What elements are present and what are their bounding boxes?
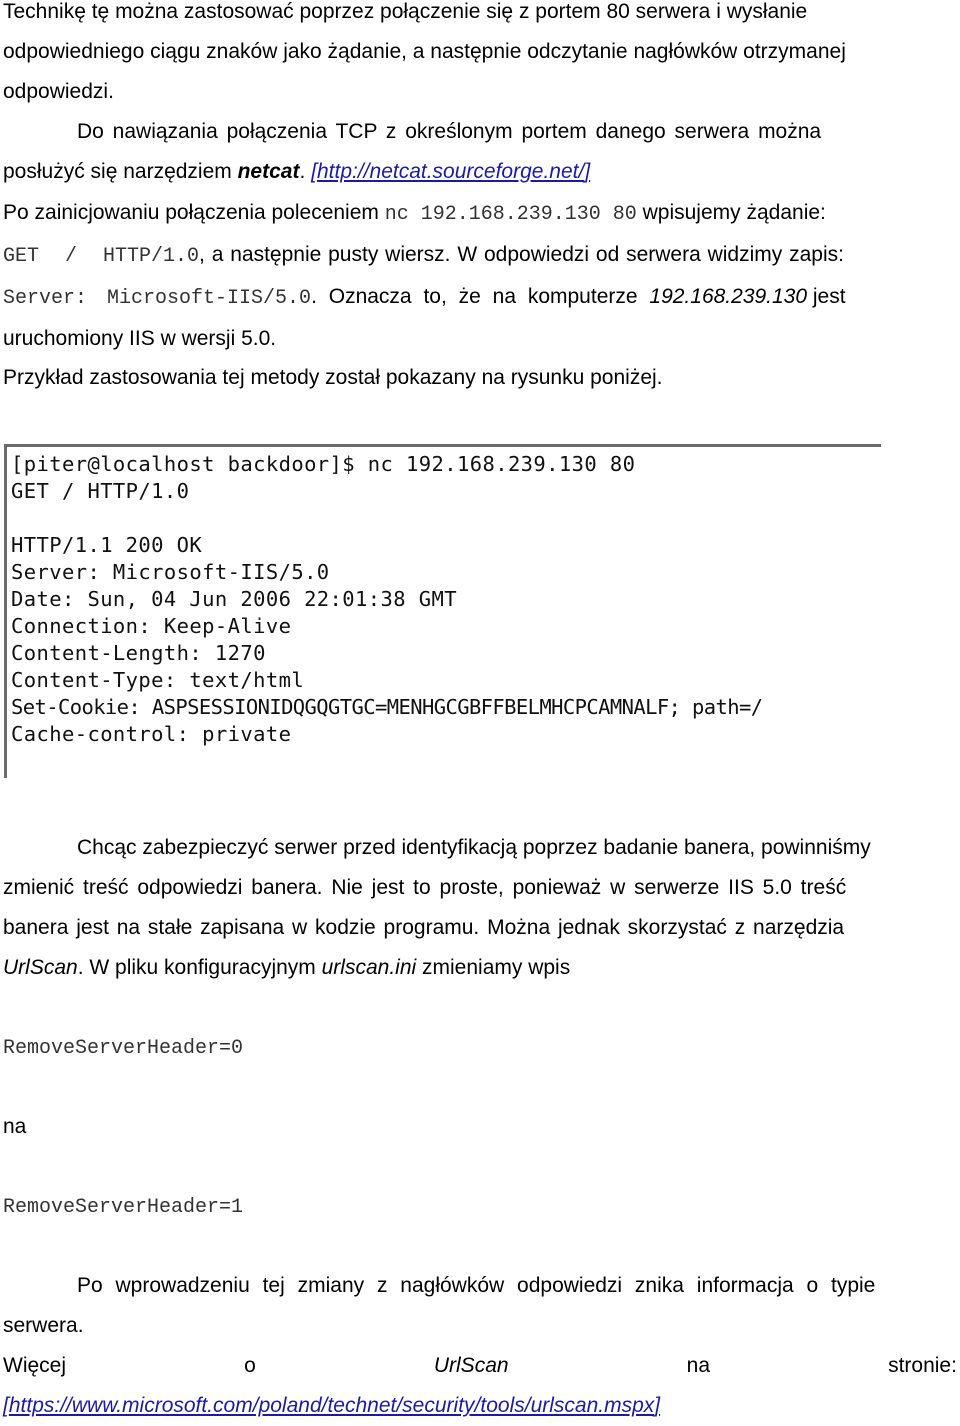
code-line-after [3, 1186, 957, 1226]
text: uruchomiony IIS w wersji 5.0. [3, 327, 277, 350]
urlscan-link[interactable]: https://www.microsoft.com/poland/technet/security/tools/urlscan.mspx [8, 1394, 655, 1417]
terminal-line: Content-Type: text/html [11, 668, 305, 692]
code-remove-server-header-1: RemoveServerHeader=1 [3, 1196, 244, 1219]
paragraph-1-line-3 [3, 72, 957, 112]
terminal-line: Content-Length: 1270 [11, 641, 266, 665]
paragraph-3-line-2 [3, 235, 957, 275]
text: Do nawiązania połączenia TCP z określonym portem danego serwera można [77, 120, 822, 143]
text: odpowiedniego ciągu znaków jako żądanie, a następnie odczytanie nagłówków otrzymanej [3, 40, 846, 63]
code-remove-server-header-0: RemoveServerHeader=0 [3, 1037, 244, 1060]
text: banera jest na stałe zapisana w kodzie programu. Można jednak skorzystać z narzędzia [3, 916, 845, 939]
text: Po zainicjowaniu połączenia poleceniem [3, 201, 385, 224]
server-header: Server: Microsoft-IIS/5.0 [3, 287, 312, 310]
text: Przykład zastosowania tej metody został pokazany na rysunku poniżej. [3, 366, 663, 389]
paragraph-4-line-3 [3, 908, 957, 948]
paragraph-3-line-4 [3, 319, 957, 359]
text: . Oznacza to, że na komputerze [311, 285, 650, 308]
link-bracket: [ [311, 160, 317, 183]
paragraph-4-line-4 [3, 948, 957, 988]
urlscan-tool-name: UrlScan [3, 956, 78, 979]
text: jest [807, 285, 846, 308]
terminal-screenshot [4, 444, 881, 778]
terminal-line: Server: Microsoft-IIS/5.0 [11, 560, 330, 584]
paragraph-4-line-2 [3, 868, 957, 908]
terminal-line: GET / HTTP/1.0 [11, 479, 190, 503]
text: zmienić treść odpowiedzi banera. Nie jest to proste, ponieważ w serwerze IIS 5.0 treść [3, 876, 847, 899]
text: zmieniamy wpis [416, 956, 571, 979]
paragraph-5-line-2 [3, 1306, 957, 1346]
link-bracket: [ [3, 1394, 9, 1417]
paragraph-5-line-1 [3, 1266, 957, 1306]
text: . W pliku konfiguracyjnym [77, 956, 322, 979]
netcat-tool-name: netcat [237, 160, 300, 183]
text: Po wprowadzeniu tej zmiany z nagłówków odpowiedzi znika informacja o typie [77, 1274, 876, 1297]
text: . [299, 160, 312, 183]
text: na [686, 1354, 710, 1377]
paragraph-6-line-2 [3, 1386, 957, 1426]
code-line-before [3, 1027, 957, 1067]
terminal-line: Connection: Keep-Alive [11, 614, 292, 638]
text: serwera. [3, 1314, 84, 1337]
text: Chcąc zabezpieczyć serwer przed identyfikacją poprzez badanie banera, powinniśmy [77, 836, 871, 859]
urlscan-tool-name: UrlScan [433, 1354, 509, 1377]
text: o [244, 1354, 256, 1377]
nc-command: nc 192.168.239.130 80 [384, 203, 637, 226]
terminal-line: HTTP/1.1 200 OK [11, 533, 203, 557]
text: , a następnie pusty wiersz. W odpowiedzi od serwera widzimy zapis: [199, 243, 844, 266]
netcat-link[interactable]: http://netcat.sourceforge.net/ [316, 160, 585, 183]
terminal-line: [piter@localhost backdoor]$ nc 192.168.239.130 80 [11, 452, 636, 476]
text: wpisujemy żądanie: [636, 201, 826, 224]
terminal-line: Cache-control: private [11, 722, 292, 746]
paragraph-6-line-1 [3, 1346, 957, 1386]
text: odpowiedzi. [3, 80, 114, 103]
terminal-line: Set-Cookie: ASPSESSIONIDQGQGTGC=MENHGCGBFFBELMHCPCAMNALF; path=/ [11, 695, 763, 719]
config-file-name: urlscan.ini [321, 956, 417, 979]
text: na [3, 1115, 27, 1138]
paragraph-3-line-1 [3, 193, 957, 233]
text: Więcej [3, 1354, 67, 1377]
text: posłużyć się narzędziem [3, 160, 238, 183]
paragraph-1-line-1 [3, 0, 957, 32]
terminal-line: Date: Sun, 04 Jun 2006 22:01:38 GMT [11, 587, 457, 611]
paragraph-3-line-5 [3, 358, 957, 398]
paragraph-2-line-1 [3, 112, 957, 152]
text: stronie: [888, 1354, 957, 1377]
paragraph-3-line-3 [3, 277, 957, 317]
paragraph-1-line-2 [3, 32, 957, 72]
paragraph-2-line-2 [3, 152, 957, 192]
text: Technikę tę można zastosować poprzez połączenie się z portem 80 serwera i wysłanie [3, 0, 808, 23]
http-request: GET / HTTP/1.0 [3, 245, 200, 268]
ip-address: 192.168.239.130 [649, 285, 808, 308]
link-bracket: ] [654, 1394, 661, 1417]
link-bracket: ] [584, 160, 591, 183]
connector-word [3, 1107, 957, 1147]
paragraph-4-line-1 [3, 828, 957, 868]
